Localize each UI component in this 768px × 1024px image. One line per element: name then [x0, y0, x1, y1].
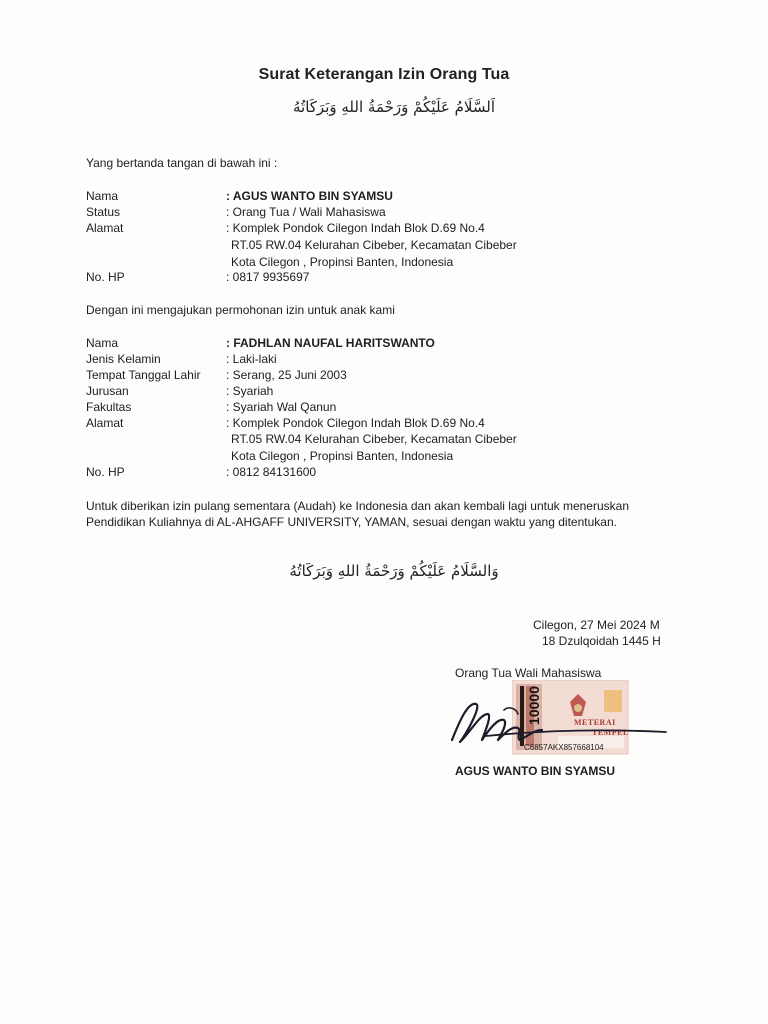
child-major-value: : Syariah	[226, 384, 274, 398]
request-text: Dengan ini mengajukan permohonan izin untuk anak kami	[86, 303, 395, 317]
child-faculty-value: : Syariah Wal Qanun	[226, 400, 337, 414]
field-label: Nama	[86, 336, 119, 350]
parent-name-value: : AGUS WANTO BIN SYAMSU	[226, 189, 393, 203]
field-label: No. HP	[86, 270, 125, 284]
parent-phone-value: : 0817 9935697	[226, 270, 310, 284]
child-address-line-3: Kota Cilegon , Propinsi Banten, Indonesia	[231, 449, 454, 463]
stamp-label-1: METERAI	[574, 718, 616, 727]
signer-name: AGUS WANTO BIN SYAMSU	[455, 764, 616, 778]
parent-status-value: : Orang Tua / Wali Mahasiswa	[226, 205, 386, 219]
field-label: Jenis Kelamin	[86, 352, 161, 366]
closing-greeting: وَالسَّلَامُ عَلَيْكُمْ وَرَحْمَةُ اللهِ وَبَرَكَاتُهُ	[289, 562, 499, 580]
parent-address-value: : Komplek Pondok Cilegon Indah Blok D.69 No.4	[226, 221, 485, 235]
field-label: Nama	[86, 189, 119, 203]
place-date: Cilegon, 27 Mei 2024 M	[533, 618, 660, 632]
child-address-value: : Komplek Pondok Cilegon Indah Blok D.69 No.4	[226, 416, 485, 430]
field-label: No. HP	[86, 465, 125, 479]
handwritten-signature	[446, 690, 676, 754]
purpose-line-2: Pendidikan Kuliahnya di AL-AHGAFF UNIVERSITY, YAMAN, sesuai dengan waktu yang ditentukan.	[86, 515, 617, 529]
child-phone-value: : 0812 84131600	[226, 465, 317, 479]
parent-address-line-2: RT.05 RW.04 Kelurahan Cibeber, Kecamatan Cibeber	[231, 238, 517, 252]
field-label: Fakultas	[86, 400, 132, 414]
letter-title: Surat Keterangan Izin Orang Tua	[258, 66, 510, 83]
intro-text: Yang bertanda tangan di bawah ini :	[86, 156, 278, 170]
field-label: Tempat Tanggal Lahir	[86, 368, 201, 382]
purpose-line-1: Untuk diberikan izin pulang sementara (Audah) ke Indonesia dan akan kembali lagi untuk meneruskan	[86, 499, 629, 513]
hijri-date: 18 Dzulqoidah 1445 H	[542, 634, 661, 648]
parent-address-line-3: Kota Cilegon , Propinsi Banten, Indonesia	[231, 255, 454, 269]
field-label: Alamat	[86, 221, 124, 235]
child-gender-value: : Laki-laki	[226, 352, 277, 366]
signer-role: Orang Tua Wali Mahasiswa	[455, 666, 602, 680]
stamp-value: 10000	[526, 686, 542, 725]
field-label: Alamat	[86, 416, 124, 430]
stamp-label-2: TEMPEL	[592, 728, 629, 737]
opening-greeting: اَلسَّلَامُ عَلَيْكُمْ وَرَحْمَةُ اللهِ وَبَرَكَاتُهُ	[293, 98, 495, 116]
field-label: Jurusan	[86, 384, 129, 398]
child-address-line-2: RT.05 RW.04 Kelurahan Cibeber, Kecamatan Cibeber	[231, 432, 517, 446]
stamp-serial: C6857AKX857668104	[524, 743, 604, 752]
child-birth-value: : Serang, 25 Juni 2003	[226, 368, 347, 382]
field-label: Status	[86, 205, 121, 219]
child-name-value: : FADHLAN NAUFAL HARITSWANTO	[226, 336, 435, 350]
